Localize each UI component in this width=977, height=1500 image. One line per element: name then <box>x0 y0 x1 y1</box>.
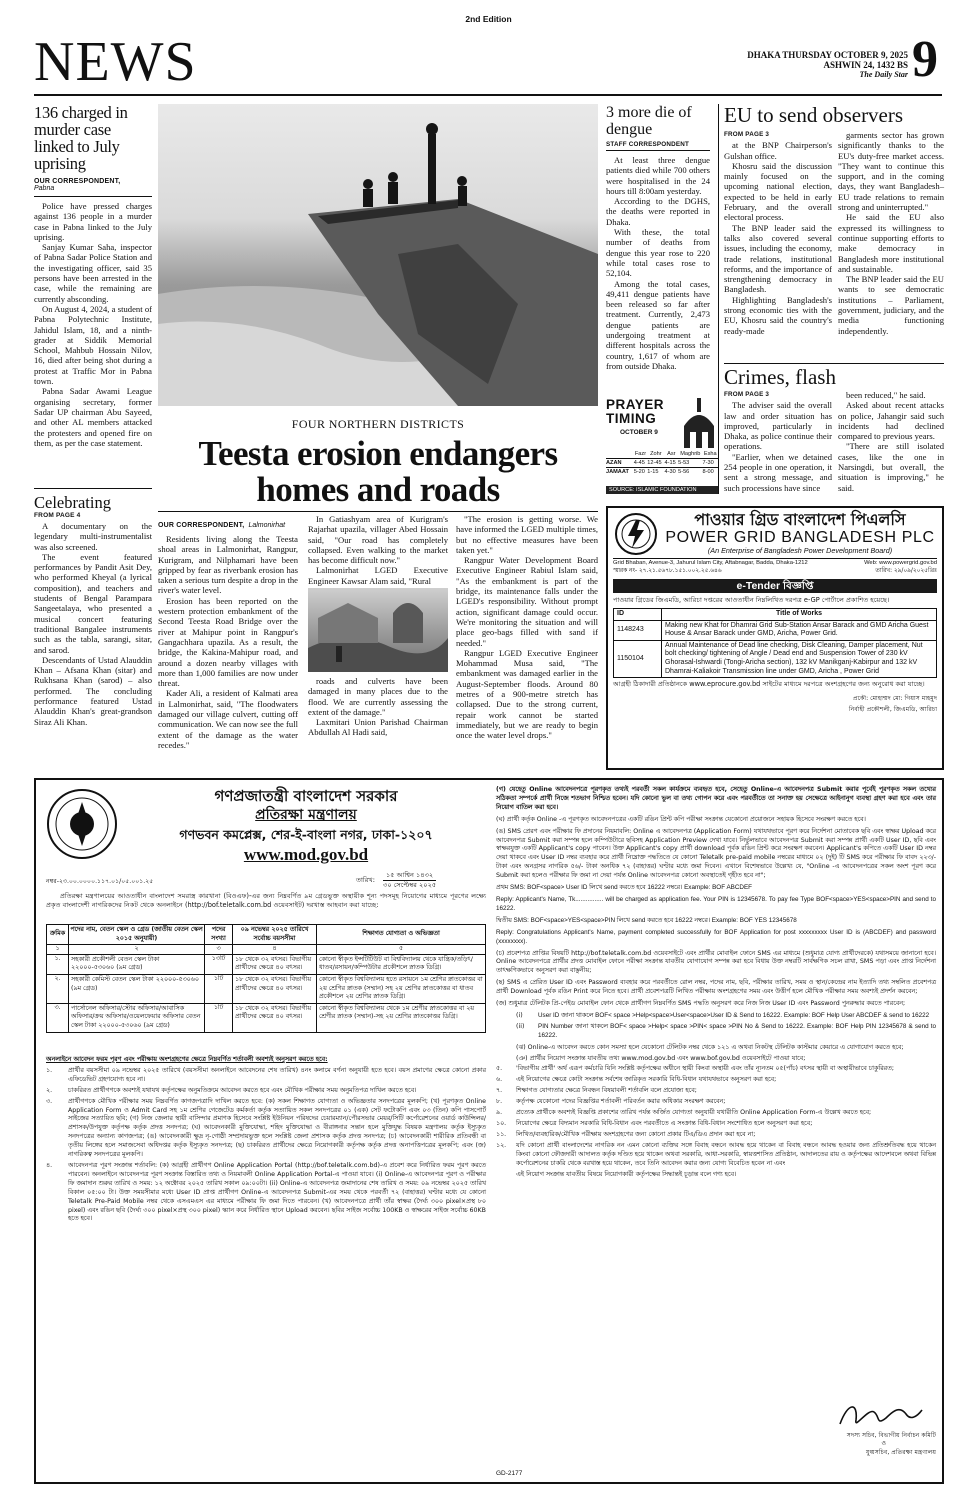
gov-right-para: Reply: Applicant's Name, Tk................ will be charged as application fee. Your PIN is 12345678. To pay fee Type BOF<space>YES<space>PIN and send to 16222. <box>496 895 936 912</box>
dengue-body <box>606 155 710 371</box>
gov-ad <box>34 778 944 1484</box>
tender-sign-1: প্রকৌ: মোহাম্মদ মো: গিয়াস মাহমুদ <box>852 695 937 703</box>
teesta-para: Lalmonirhat LGED Executive Engineer Kawsar Alam said, "Rural <box>308 565 448 586</box>
teesta-para: Kader Ali, a resident of Kalmati area in Lalmonirhat, said, "The floodwaters damaged our village culvert, cutting off communication. We can now see the full extent of the damage as the water recedes." <box>158 688 298 750</box>
murder-para: Police have pressed charges against 136 people in a murder case in Pabna linked to the July uprising. <box>34 201 152 242</box>
teesta-col2-top <box>308 514 448 586</box>
prayer-time: 5-20 <box>633 469 645 475</box>
edition-label: 2nd Edition <box>465 14 512 24</box>
tender-sign-2: নির্বাহী প্রকৌশলী, জিএমডি, আরিচা <box>848 706 937 714</box>
gov-item-text: (ঝ) Online-এ আবেদন করতে কোন সমস্যা হলে যেকোনো টেলিটক নম্বর থেকে ১২১ এ অথবা নিকটস্থ টেলিটক কাস্টমার কেয়ারে এ যোগাযোগ করতে হবে; <box>516 1043 904 1051</box>
tender-footer: আগ্রহী ঠিকাদারী প্রতিষ্ঠানকে www.eprocure.gov.bd সাইটের মাধ্যমে দরপত্রে অংশগ্রহণের জন্য অনুরোধ করা যাচ্ছে। <box>613 680 925 689</box>
prayer-time: 4-15 <box>664 460 676 466</box>
gov-cond-num: ৪. <box>46 1161 53 1169</box>
gov-row-count: ১টি <box>205 1003 233 1032</box>
murder-para: On August 4, 2024, a student of Pabna Polytechnic Institute, Jahidul Islam, 18, and a ninth-grader at Siddik Memorial School, Mahbub Hossain Nilov, 16, died after being shot during a protest at Traffic Mor in Pabna town. <box>34 303 152 387</box>
prayer-title-1: PRAYER <box>606 397 665 412</box>
tender-address: Grid Bhaban, Avenue-3, Jahurul Islam City, Aftabnagar, Badda, Dhaka-1212 <box>613 560 808 566</box>
teesta-para: In Gatiashyam area of Kurigram's Rajarhat upazila, villager Abed Hossain said, "Our road has completely collapsed. Even walking to the market has become difficult now." <box>308 514 448 566</box>
gov-right-para: (চ) প্রবেশপত্র প্রাপ্তির বিষয়টি http://bof.teletalk.com.bd ওয়েবসাইটে এবং প্রার্থীর মোবাইল ফোনে SMS এর মাধ্যমে (শুধুমাত্র যোগ্য প্রার্থীদেরকে) যথাসময়ে জানানো হবে। Online আবেদনপত্রে প্রার্থীর প্রদত্ত মোবাইল ফোনে পরীক্ষা সংক্রান্ত যাবতীয় যোগাযোগ সম্পন্ন করা হবে বিধায় উক্ত নম্বরটি সার্বক্ষণিক সচল রাখা, SMS পড়া এবং প্রাপ্ত নির্দেশনা তাৎক্ষণিকভাবে অনুসরণ করা বাঞ্ছনীয়; <box>496 949 936 975</box>
gov-th-num: ২ <box>69 945 205 955</box>
crimes-col1 <box>724 390 832 493</box>
crimes-para: "There are still isolated cases, like the one in Narsingdi, but overall, the situation is improving," he said. <box>838 441 944 493</box>
gov-signature <box>736 1432 936 1457</box>
gov-code: GD-2177 <box>496 1470 523 1477</box>
story-celebrating <box>34 494 152 727</box>
prayer-time: 5-53 <box>678 460 690 466</box>
gov-job-table <box>46 924 486 1033</box>
gov-row-qual: কোনো স্বীকৃত বিশ্ববিদ্যালয় হতে রসায়নে ১ম শ্রেণির স্নাতকোত্তর বা ২য় শ্রেণির স্নাতক (সম্মান) সহ ২য় শ্রেণির স্নাতকোত্তর বা ধাতব প্রকৌশলে ২য় শ্রেণির স্নাতক ডিগ্রি। <box>317 974 486 1003</box>
gov-row-qual: কোনো স্বীকৃত ইন্সটিটিউট বা বিশ্ববিদ্যালয় থেকে যান্ত্রিক/তড়িৎ/ধাতব/রসায়ন/কম্পিউটার প্রকৌশলে স্নাতক ডিগ্রি। <box>317 954 486 974</box>
gov-cond-text: প্রার্থীর বয়সসীমা ০৯ নভেম্বর ২০২৫ তারিখে (বয়সসীমা অনলাইনে আবেদনের শেষ তারিখ) ৪নং কলামে বর্ণনা অনুযায়ী হতে হবে। বয়স প্রমাণের ক্ষেত্রে কোনো প্রকার এফিডেভিট গ্রহণযোগ্য হবে না। <box>68 1066 486 1083</box>
gov-item-text: যদি কোনো প্রার্থী বাংলাদেশের নাগরিক নন এমন কোনো ব্যক্তির সঙ্গে বিবাহ বন্ধনে আবদ্ধ হয়ে থাকেন বা বিবাহ বন্ধনে আবদ্ধ হওয়ার জন্য প্রতিশ্রুতিবদ্ধ হয়ে থাকেন কিংবা কোনো ফৌজদারী আদালত কর্তৃক দণ্ডিত হয়ে থাকেন অথবা সরকারি, আধা-সরকারি, স্বায়ত্তশাসিত প্রতিষ্ঠান, আদালতের রায় ও কর্তৃপক্ষের আদেশবলে অথবা বিভিন্ন কর্পোরেশনের চাকরি থেকে বরখাস্ত হয়ে থাকেন, তবে তিনি আবেদন করার জন্য যোগ্য বিবেচিত হবেন না এবং <box>516 1141 936 1167</box>
tender-memo-date: তারিখ: ২৯/০৯/২০২৫খ্রিঃ <box>875 568 937 574</box>
teesta-headline: Teesta erosion endangers homes and roads <box>198 434 558 509</box>
celebrating-para: The event featured performances by Pandit Asit Dey, who performed Kheyal (a lyrical composition), and teachers and students of Bengal Parampara Sangeetalaya, who presented a musical concert featuring traditional Bangalee instruments such as the tabla, sarangi, sitar, and sarod. <box>34 551 152 655</box>
dengue-para: At least three dengue patients died while 700 others were hospitalised in the 24 hours till 8:00am yesterday. <box>606 155 710 196</box>
gov-item-text: এই নিয়োগের ক্ষেত্রে কোটা সংক্রান্ত সর্বশেষ জারিকৃত সরকারি বিধি-বিধান যথাযথভাবে অনুসরণ করা হবে; <box>516 1076 777 1084</box>
eu-para: He said the EU also expressed its willingness to continue supporting efforts to make democracy in Bangladesh more institutional and sustainable. <box>838 212 944 274</box>
teesta-para: Rangpur LGED Executive Engineer Mohammad Musa said, "The embankment was damaged earlier in the August-September floods. Around 80 metres of a 900-metre stretch has collapsed. Due to the strong current, repair work cannot be started immediately, but we are ready to begin once the water level drops." <box>456 647 598 741</box>
left-col-rule <box>34 488 152 489</box>
story-dengue <box>606 104 710 371</box>
mosque-icon <box>680 398 718 448</box>
gov-th: শিক্ষাগত যোগ্যতা ও অভিজ্ঞতা <box>317 925 486 945</box>
gov-cond-text: চাকরিরত প্রার্থীগণকে অবশ্যই যথাযথ কর্তৃপক্ষের অনুমতিক্রমে আবেদন করতে হবে এবং মৌখিক পরীক্ষার সময় অনুমতিপত্র দাখিল করতে হবে। <box>68 1086 417 1094</box>
celebrating-headline: Celebrating <box>34 493 111 512</box>
murder-headline: 136 charged in murder case linked to July uprising <box>34 103 128 173</box>
gov-row-post: সহকারী কেমিস্ট বেতন স্কেল টাকা ২২০০০-৫৩০৬০ (৯ম গ্রেড) <box>69 974 205 1003</box>
gov-conditions <box>46 1056 486 1224</box>
gov-cond-text: আবেদনপত্র পূরণ সংক্রান্ত শর্তাবলি: (ক) আগ্রহী প্রার্থীগণ Online Application Portal (http://bof.teletalk.com.bd)-এ প্রবেশ করে নির্ধারিত ফরম পূরণ করতে পারবেন। অনলাইনে আবেদনপত্র পূরণ সংক্রান্ত বিস্তারিত তথ্য ও নিয়মাবলী Online Application Portal-এ পাওয়া যাবে। (i) Online-এ আবেদনপত্র পূরণ ও পরীক্ষার ফি জমাদান শুরুর তারিখ ও সময়: ১২ অক্টোবর ২০২৫ তারিখ সকাল ০৯:০০টা। (ii) Online-এ আবেদনপত্র জমাদানের শেষ তারিখ ও সময়: ০৯ নভেম্বর ২০২৫ তারিখ বিকাল ০৫:০০ টা। উক্ত সময়সীমার মধ্যে User ID প্রাপ্ত প্রার্থীগণ Online-এ আবেদনপত্র Submit-এর সময় থেকে পরবর্তী ৭২ (বাহাত্তর) ঘণ্টার মধ্যে যে কোনো Teletalk Pre-Paid Mobile নম্বর থেকে এসএমএস এর মাধ্যমে পরীক্ষার ফি জমা দিতে পারবেন। (খ) আবেদনপত্রে প্রার্থী তাঁর স্বাক্ষর (দৈর্ঘ্য ৩০০ pixel×প্রস্থ ৮০ pixel) এবং রঙিন ছবি (দৈর্ঘ্য ৩০০ pixel×প্রস্থ ৩০০ pixel) স্ক্যান করে নির্ধারিত স্থানে Upload করবেন। ছবির সাইজ সর্বোচ্চ 100KB ও স্বাক্ষরের সাইজ সর্বোচ্চ 60KB হতে হবে। <box>68 1161 486 1223</box>
gov-item-text: এই নিয়োগ সংক্রান্ত যাবতীয় বিষয়ে নিয়োগকারী কর্তৃপক্ষের সিদ্ধান্তই চূড়ান্ত বলে গণ্য হবে। <box>516 1170 737 1178</box>
gov-row-post: পার্সোনেল অফিসার/স্টোর অফিসার/আবাসিক অফিসার/ক্রয় অফিসার/ওয়েলফেয়ার অফিসার বেতন স্কেল টাকা ২২০০০-৫৩০৬০ (৯ম গ্রেড) <box>69 1003 205 1032</box>
dengue-para: According to the DGHS, the deaths were reported in Dhaka. <box>606 196 710 227</box>
gov-seal-icon <box>46 788 118 860</box>
gov-item-text: (ঞ) প্রার্থীর নিয়োগ সংক্রান্ত যাবতীয় তথ্য www.mod.gov.bd এবং www.bof.gov.bd ওয়েবসাইটে পাওয়া যাবে; <box>516 1054 806 1062</box>
gov-item-text: প্রত্যেক প্রার্থীকে অবশ্যই বিজ্ঞপ্তি প্রকাশের তারিখ পর্যন্ত অর্জিত যোগ্যতা অনুযায়ী যথারীতি Online Application Form-এ উল্লেখ করতে হবে; <box>516 1109 872 1117</box>
prayer-source: SOURCE: ISLAMIC FOUNDATION <box>606 486 718 494</box>
gov-sign-2: ও <box>881 1440 886 1448</box>
gov-date-2: ৩০ সেপ্টেম্বর ২০২৫ <box>383 880 437 889</box>
tender-id: 1150104 <box>614 640 662 677</box>
gov-row-no: ২. <box>47 974 69 1003</box>
signature-icon <box>836 1398 926 1432</box>
gov-th: ০৯ নভেম্বর ২০২৫ তারিখে সর্বোচ্চ বয়সসীমা <box>233 925 317 945</box>
teesta-col1 <box>158 514 298 750</box>
crimes-para: Asked about recent attacks on police, Jahangir said such incidents had declined compared to previous years. <box>838 400 944 442</box>
murder-para: Sanjay Kumar Saha, inspector of Pabna Sadar Police Station and the investigating officer, said 35 persons have been arrested in the case, while the remaining are currently absconding. <box>34 242 152 304</box>
gov-right-para: Reply: Congratulations Applicant's Name, payment completed successfully for BOF Application for post xxxxxxxxx User ID is (ABCDEF) and password (xxxxxxxx). <box>496 928 936 945</box>
murder-rule <box>34 196 152 197</box>
eu-para: garments sector has grown significantly thanks to the EU's duty-free market access. "They want to continue this support, and in the coming days, they want Bangladesh–EU trade relations to remain strong and uninterrupted." <box>838 130 944 213</box>
gov-row-no: ৩. <box>47 1003 69 1032</box>
story-murder <box>34 104 152 448</box>
gov-right-para: (গ) যেহেতু Online আবেদনপত্রে পূরণকৃত তথ্যই পরবর্তী সকল কার্যক্রমে ব্যবহৃত হবে, সেহেতু Online-এ আবেদনপত্র Submit করার পূর্বেই পূরণকৃত সকল তথ্যের সঠিকতা সম্পর্কে প্রার্থী নিজে শতভাগ নিশ্চিত হবেন। যদি কোনো ভুল বা তথ্য গোপন করে এবং পরবর্তীতে তা সনাক্ত হয় সেক্ষেত্রে আইনানুগ ব্যবস্থা গ্রহণ করা হবে এবং তার নিয়োগ বাতিল করা হবে। <box>496 786 936 811</box>
tender-work: Making new Khat for Dhamrai Grid Sub-Station Ansar Barack and GMD Aricha Guest House & Ansar Barack under GMD, Aricha, Power Grid. <box>662 620 937 640</box>
paper-name: The Daily Star <box>859 70 908 79</box>
prayer-col: Zohr <box>650 451 662 457</box>
murder-body <box>34 201 152 448</box>
gov-item-num <box>496 1044 516 1053</box>
dengue-para: Among the total cases, 49,411 dengue patients have been released so far after treatment. Currently, 2,473 dengue patients are undergoing treatment at different hospitals across the country, 1,617 of whom are from outside Dhaka. <box>606 278 710 371</box>
gov-item-num <box>496 1055 516 1064</box>
tender-sub: (An Enterprise of Bangladesh Power Development Board) <box>707 546 893 555</box>
gov-recover-text: PIN Number জানা থাকলে BOF< space >Help< space >PIN< space >PIN No & Send to 16222. Example: BOF Help PIN 12345678 & send to 16222. <box>538 1022 936 1039</box>
gov-row-age: ১৮ থেকে ৩২ বৎসর। বিভাগীয় প্রার্থীদের ক্ষেত্রে ৪০ বৎসর। <box>233 954 317 974</box>
celebrating-from: FROM PAGE 4 <box>34 512 81 519</box>
gov-th-num: ৩ <box>205 945 233 955</box>
eu-para: The BNP leader said the talks also covered several issues, including the economy, trade relations, institutional reforms, and the importance of strengthening democracy in Bangladesh. <box>724 222 832 295</box>
photo-illustration <box>158 104 598 406</box>
gov-th-num: ৫ <box>317 945 486 955</box>
prayer-title-2: TIMING <box>606 411 657 426</box>
gov-item-text: শিক্ষাগত যোগ্যতার ক্ষেত্রে নিবন্ধন বিষয়াবলী শর্তাবলি বলে প্রযোজ্য হবে; <box>516 1087 697 1095</box>
village-illustration <box>308 588 448 672</box>
prayer-time: 8-00 <box>702 469 714 475</box>
eu-para: Highlighting Bangladesh's strong economic ties with the EU, Khosru said the country's ready-made <box>724 294 832 336</box>
tender-name-en: POWER GRID BANGLADESH PLC <box>665 529 935 546</box>
teesta-col2-bottom <box>308 676 448 738</box>
crimes-from: FROM PAGE 3 <box>724 391 770 398</box>
gov-memo: নম্বর-২৩.০০.০০০০.১১৭.০১/০৫.০০১.২৫ <box>46 878 154 885</box>
gov-recover-num: (ii) <box>516 1022 525 1030</box>
gov-th-num: ৪ <box>233 945 317 955</box>
dengue-para: With these, the total number of deaths from dengue this year rose to 220 while total cases rose to 52,104. <box>606 227 710 279</box>
gov-recover-num: (i) <box>516 1011 523 1019</box>
prayer-time: 5-56 <box>678 469 690 475</box>
gov-line-2: প্রতিরক্ষা মন্ত্রণালয় <box>255 807 357 823</box>
prayer-box <box>606 398 718 502</box>
gov-item-num: ৫. <box>496 1065 503 1073</box>
crimes-para: "Earlier, when we detained 254 people in one operation, it sent a strong message, and such processions have since <box>724 451 832 493</box>
eu-vrule <box>718 104 719 494</box>
gov-cond-title: অনলাইনে আবেদন ফরম পূরণ এবং পরীক্ষায় অংশগ্রহণের ক্ষেত্রে নিম্নবর্ণিত শর্তাবলী অবশ্যই অনুসরণ করতে হবে: <box>46 1056 328 1063</box>
dengue-rule <box>606 150 710 151</box>
tender-id: 1148243 <box>614 620 662 640</box>
tender-title: e-Tender বিজ্ঞপ্তি <box>613 579 937 593</box>
tender-table <box>613 608 937 678</box>
murder-para: Pabna Sadar Awami League organising secretary, former Sadar UP chairman Abu Sayeed, and other AL members attacked the protesters and opened fire on them, as per the case statement. <box>34 386 152 448</box>
teesta-col3 <box>456 514 598 741</box>
murder-dateline: Pabna <box>34 185 55 192</box>
gov-right-para: (ঙ) SMS প্রেরণ এবং পরীক্ষার ফি প্রদানের নিয়মাবলি: Online এ আবেদনপত্র (Application Form) যথাযথভাবে পূরণ করে নির্দেশনা মোতাবেক ছবি এবং স্বাক্ষর Upload করে আবেদনপত্র Submit করা সম্পন্ন হলে কম্পিউটারে ছবিসহ Application Preview দেখা যাবে। নির্ভুলভাবে আবেদনপত্র Submit করা সম্পন্ন প্রার্থী একটি User ID, ছবি এবং স্বাক্ষরযুক্ত একটি Applicant's copy পাবেন। উক্ত Applicant's copy প্রার্থী download পূর্বক রঙিন প্রিন্ট করে সংরক্ষণ করবেন। Applicant's কপিতে একটি User ID নম্বর দেয়া থাকবে এবং User ID নম্বর ব্যবহার করে প্রার্থী নিম্নোক্ত পদ্ধতিতে যে কোনো Teletalk pre-paid mobile নম্বরের মাধ্যমে ০২ (দুই) টি SMS করে পরীক্ষার ফি বাবদ ২২৩/- টাকা এবং অনগ্রসর নাগরিক ৫৬/- টাকা অনধিক ৭২ (বাহাত্তর) ঘণ্টার মধ্যে জমা দিবেন। এখানে বিশেষভাবে উল্লেখ্য যে, "Online -এ আবেদনপত্রের সকল অংশ পূরণ করে Submit করা হলেও পরীক্ষার ফি জমা না দেয়া পর্যন্ত Online আবেদনপত্র কোনো অবস্থাতেই গৃহীত হবে না"; <box>496 827 936 880</box>
gov-th: পদের নাম, বেতন স্কেল ও গ্রেড (জাতীয় বেতন স্কেল ২০১৫ অনুযায়ী) <box>69 925 205 945</box>
date-line: DHAKA THURSDAY OCTOBER 9, 2025 <box>747 50 908 60</box>
teesta-para: Rangpur Water Development Board Executive Engineer Rabiul Islam said, "As the embankment is part of the bridge, its maintenance falls under the LGED's responsibility. Without prompt action, significant damage could occur. We're monitoring the situation and will place geo-bags filled with sand if needed." <box>456 555 598 648</box>
celebrating-para: Descendants of Ustad Alauddin Khan – Afsana Khan (sitar) and Rukhsana Khan (sarod) – also performed. The concluding performance featured Ustad Alauddin Khan's great-grandson Siraz Ali Khan. <box>34 654 152 727</box>
prayer-table <box>606 450 718 476</box>
gov-item-num <box>496 1171 516 1180</box>
gov-item-num: ৯. <box>496 1109 503 1117</box>
page-number: 9 <box>912 31 938 88</box>
power-grid-logo-icon <box>614 512 658 556</box>
gov-row-count: ১৩টি <box>205 954 233 974</box>
prayer-date: OCTOBER 9 <box>620 429 658 436</box>
gov-item-num: ১১. <box>496 1130 507 1138</box>
tender-ad <box>606 506 944 770</box>
gov-item-num: ৮. <box>496 1098 503 1106</box>
prayer-time: 4-30 <box>664 469 676 475</box>
prayer-col: Fazr <box>634 451 647 457</box>
teesta-byline: OUR CORRESPONDENT, <box>158 522 245 529</box>
prayer-col: Asr <box>667 451 676 457</box>
eu-para: Khosru said the discussion mainly focused on the upcoming national election, expected to be held in early February, and the overall electoral process. <box>724 160 832 223</box>
gov-date-1: ১৫ আশ্বিন ১৪৩২ <box>383 871 436 881</box>
gov-item-num: ৭. <box>496 1087 503 1095</box>
dengue-byline: STAFF CORRESPONDENT <box>606 141 690 148</box>
gov-date-block <box>356 871 436 889</box>
gov-item-text: কর্তৃপক্ষ যেকোনো পদের বিজ্ঞপ্তির শর্তাবলী পরিবর্তন করার অধিকার সংরক্ষণ করবেন; <box>516 1098 726 1106</box>
gov-th-num: ১ <box>47 945 69 955</box>
murder-byline: OUR CORRESPONDENT, <box>34 178 121 185</box>
eu-col1 <box>724 130 832 336</box>
gov-recover-text: User ID জানা থাকলে BOF< space >Help<space>User<space>User ID & Send to 16222. Example: BOF Help User ABCDEF & send to 16222 <box>538 1011 930 1019</box>
masthead-date <box>700 50 908 80</box>
celebrating-para: A documentary on the legendary multi-instrumentalist was also screened. <box>34 521 152 552</box>
gov-row-age: ১৮ থেকে ৩২ বৎসর। বিভাগীয় প্রার্থীদের ক্ষেত্রে ৪০ বৎসর। <box>233 974 317 1003</box>
prayer-col: Maghrib <box>680 451 701 457</box>
tender-web: Web: www.powergrid.gov.bd <box>864 560 937 566</box>
prayer-row-label: JAMAAT <box>606 469 629 475</box>
eu-headline: EU to send observers <box>724 103 904 127</box>
gov-th: ক্রমিক <box>47 925 69 945</box>
dengue-headline: 3 more die of dengue <box>606 104 692 138</box>
crimes-rule <box>724 363 944 364</box>
gov-row-age: ১৮ থেকে ৩২ বৎসর। বিভাগীয় প্রার্থীদের ক্ষেত্রে ৪০ বৎসর। <box>233 1003 317 1032</box>
teesta-rule <box>158 511 598 512</box>
gov-right-para: (ছ) SMS এ প্রেরিত User ID এবং Password ব্যবহার করে পরবর্তীতে রোল নম্বর, পদের নাম, ছবি, পরীক্ষার তারিখ, সময় ও স্থান/কেন্দ্রের নাম ইত্যাদি তথ্য সম্বলিত প্রবেশপত্র প্রার্থী Download পূর্বক রঙিন Print করে নিতে হবে। প্রার্থী প্রবেশপত্রটি লিখিত পরীক্ষায় অংশগ্রহণের সময় এবং উত্তীর্ণ হলে মৌখিক পরীক্ষার সময় অবশ্যই প্রদর্শন করবেন; <box>496 979 936 996</box>
gov-item-num: ৬. <box>496 1076 503 1084</box>
crimes-para: been reduced," he said. <box>846 390 926 400</box>
teesta-para: Residents living along the Teesta shoal areas in Lalmonirhat, Rangpur, Kurigram, and Nilphamari have been gripped by fear as riverbank erosion has taken a serious turn despite a drop in the river's water level. <box>158 534 298 596</box>
gov-sign-3: যুগ্মসচিব, প্রতিরক্ষা মন্ত্রণালয় <box>865 1448 936 1456</box>
prayer-time: 4-45 <box>633 460 645 466</box>
teesta-dateline: Lalmonirhat <box>248 522 286 529</box>
eu-col2 <box>838 130 944 336</box>
gov-item-num: ১০. <box>496 1120 507 1127</box>
tender-name-bn: পাওয়ার গ্রিড বাংলাদেশ পিএলসি <box>694 510 906 529</box>
teesta-para: Laxmitari Union Parishad Chairman Abdullah Al Hadi said, <box>308 717 448 738</box>
gov-right-para: (ঘ) প্রার্থী কর্তৃক Online -এ পূরণকৃত আবেদনপত্রের একটি রঙিন প্রিন্ট কপি পরীক্ষা সংক্রান্ত যেকোনো প্রয়োজনে সহায়ক হিসেবে সংরক্ষণ করতে হবে। <box>496 815 866 823</box>
gov-intro: প্রতিরক্ষা মন্ত্রণালয়ের আওতাধীন বাংলাদেশ সমরাস্ত্র কারখানা (বিওএফ)-এর জন্য নিম্নবর্ণিত ৯ম গ্রেডভুক্ত অস্থায়ীক শূন্য পদসমূহ নিয়োগের মাধ্যমে পূরণের লক্ষ্যে প্রকৃত বাংলাদেশী নাগরিকদের নিকট থেকে অনলাইনে (http://bof.teletalk.com.bd ওয়েবসাইট) দরখাস্ত আহবান করা যাচ্ছে: <box>46 892 486 910</box>
teesta-para: Erosion has been reported on the western protection embankment of the Second Teesta Road Bridge over the river at Mahipur point in Rangpur's Gangachhara upazila. As a result, the bridge, the Kakina-Mahipur road, and around a dozen nearby villages with more than 1,000 families are now under threat. <box>158 595 298 689</box>
eu-para: The BNP leader said the EU wants to see democratic institutions – Parliament, government, judiciary, and the media functioning independently. <box>838 274 944 336</box>
gov-line-3: গণভবন কমপ্লেক্স, শের-ই-বাংলা নগর, ঢাকা-১২০৭ <box>179 827 433 842</box>
eu-from: FROM PAGE 3 <box>724 131 770 138</box>
prayer-time: 1-15 <box>647 469 659 475</box>
gov-row-no: ১. <box>47 954 69 974</box>
gov-right-para: দ্বিতীয় SMS: BOF<space>YES<space>PIN লিখে send করতে হবে 16222 নম্বরে। Example: BOF YES 12345678 <box>496 916 797 924</box>
tender-th-id: ID <box>614 609 662 621</box>
gov-item-text: নিয়োগের ক্ষেত্রে বিদ্যমান সরকারি বিধি-বিধান এবং পরবর্তীতে এ সংক্রান্ত বিধি-বিধান সংশোধিত হলে অনুসরণ করা হবে; <box>516 1120 813 1127</box>
eu-para: at the BNP Chairperson's Gulshan office. <box>724 140 832 161</box>
gov-row-qual: কোনো স্বীকৃত বিশ্ববিদ্যালয় থেকে ১ম শ্রেণীর স্নাতকোত্তর বা ২য় শ্রেণীর স্নাতক (সম্মান)-সহ ২য় শ্রেণির স্নাতকোত্তর ডিগ্রি। <box>317 1003 486 1032</box>
prayer-col: Esha <box>703 451 717 457</box>
gov-url: www.mod.gov.bd <box>243 845 369 864</box>
teesta-para: "The erosion is getting worse. We have informed the LGED multiple times, but no effective measures have been taken yet." <box>456 514 598 555</box>
teesta-kicker: FOUR NORTHERN DISTRICTS <box>291 417 465 431</box>
section-title: NEWS <box>34 31 197 93</box>
gov-cond-num: ৩. <box>46 1097 53 1105</box>
prayer-time: 7-30 <box>702 460 714 466</box>
gov-row-count: ১টি <box>205 974 233 1003</box>
tender-memo: স্মারক নং- ২৭.২১.৫৬৭৮.১৫১.০০২.২৫.৬৪৬ <box>613 568 722 574</box>
gov-cond-num: ১. <box>46 1066 53 1074</box>
gov-th: পদের সংখ্যা <box>205 925 233 945</box>
date-bn-line: ASHWIN 24, 1432 BS <box>823 60 908 70</box>
crimes-headline: Crimes, flash <box>724 365 836 389</box>
gov-right-para: প্রথম SMS: BOF<space> User ID লিখে send করতে হবে 16222 নম্বরে। Example: BOF ABCDEF <box>496 884 752 892</box>
prayer-time: 12-45 <box>647 460 662 466</box>
gov-item-text: লিখিত/ব্যবহারিক/মৌখিক পরীক্ষায় অংশগ্রহণের জন্য কোনো প্রকার টিএ/ডিএ প্রদান করা হবে না; <box>516 1130 756 1138</box>
teesta-para: roads and culverts have been damaged in many places due to the flood. We are currently assessing the extent of the damage." <box>308 676 448 717</box>
gov-item-num: ১২. <box>496 1141 507 1149</box>
gov-cond-num: ২. <box>46 1086 53 1094</box>
gov-cond-text: প্রার্থীগণকে মৌখিক পরীক্ষার সময় নিম্নবর্ণিত কাগজপত্রাদি দাখিল করতে হবে: (ক) সকল শিক্ষাগত যোগ্যতা ও অভিজ্ঞতার সনদপত্রের মূলকপি; (খ) পূরণকৃত Online Application Form ও Admit Card সহ ১ম শ্রেণির গেজেটেড কর্মকর্তা কর্তৃক সত্যায়িত সকল সনদপত্রের ০১ (এক) সেট ফটোকপি এবং ০৩ (তিন) কপি পাসপোর্ট সাইজের সত্যায়িত ছবি; (গ) নিজ জেলার স্থায়ী বাসিন্দার প্রমাণক হিসেবে সংশ্লিষ্ট ইউনিয়ন পরিষদের চেয়ারম্যান/পৌরসভার মেয়র/সিটি কর্পোরেশনের ওয়ার্ড কাউন্সিলর/প্রশাসক/উপযুক্ত কর্তৃপক্ষ কর্তৃক প্রদত্ত সনদপত্র; (ঘ) আবেদনকারী মুক্তিযোদ্ধা, শহিদ মুক্তিযোদ্ধা ও বীরাঙ্গনার সন্তান হলে মুক্তিযুদ্ধ বিষয়ক মন্ত্রণালয় কর্তৃক ইস্যুকৃত সনদপত্রের অন্যান্য কাগজপত্র; (ঙ) আবেদনকারী ক্ষুদ্র নৃ-গোষ্ঠী সম্প্রদায়ভুক্ত হলে সংশ্লিষ্ট জেলা প্রশাসক কর্তৃক প্রদত্ত সনদপত্র; (চ) আবেদনকারী শারীরিক প্রতিবন্ধী বা তৃতীয় লিঙ্গের হলে সমাজসেবা অধিদপ্তর কর্তৃক ইস্যুকৃত সনদপত্র; (ছ) চাকরিরত প্রার্থীদের ক্ষেত্রে নিয়োগকারী কর্তৃপক্ষ কর্তৃক প্রদত্ত অনাপত্তিপত্রের মূলকপি; এবং (জ) নাগরিকত্ব সনদপত্রের মূলকপি। <box>68 1097 486 1159</box>
gov-right-para: (জ) শুধুমাত্র টেলিটক প্রি-পেইড মোবাইল ফোন থেকে প্রার্থীগণ নিম্নবর্ণিত SMS পদ্ধতি অনুসরণ করে নিজ নিজ User ID এবং Password পুনরুদ্ধার করতে পারবেন; <box>496 1000 906 1008</box>
teesta-erosion-photo <box>158 104 598 406</box>
tender-intro: পাওয়ার গ্রিডের জিএমডি, আরিচা দপ্তরের আওতাধীন নিম্নলিখিত দরপত্র e-GP পোর্টালে প্রকাশিত হয়েছে। <box>613 596 890 604</box>
crimes-para: The adviser said the overall law and order situation has improved, particularly in Dhaka, as police continue their operations. <box>724 400 832 452</box>
gov-date-label: তারিখ: <box>356 876 375 885</box>
masthead-rule <box>34 94 942 96</box>
gov-row-post: সহকারী প্রকৌশলী বেতন স্কেল টাকা ২২০০০-৫৩০৬০ (৯ম গ্রেড) <box>69 954 205 974</box>
tender-th-title: Title of Works <box>662 609 937 621</box>
gov-right-col <box>496 786 936 1181</box>
gov-item-text: 'বিভাগীয় প্রার্থী' অর্থ এরূপ কর্মচারি যিনি সংশ্লিষ্ট কর্তৃপক্ষের অধীনে স্থায়ী কিংবা অস্থায়ী এবং তাঁর ন্যূনতম ০৫(পাঁচ) বৎসর স্থায়ী বা অস্থায়ীভাবে চাকুরিরত; <box>516 1065 894 1073</box>
gov-sign-1: সদস্য সচিব, বিভাগীয় নির্বাচন কমিটি <box>846 1432 936 1439</box>
gov-line-1: গণপ্রজাতন্ত্রী বাংলাদেশ সরকার <box>214 787 398 805</box>
celebrating-body <box>34 521 152 727</box>
tender-work: Annual Maintenance of Dead line checking, Disk Cleaning, Damper placement, Nut bolt checking/ tightening of Angle / Dead end and Suspension Tower of 230 kV Ghorasal-Ishwardi (Tongi-Aricha section), 132 kV Manikganj-Kabirpur and 132 kV Dhamrai-Kaliakoir Transmission line under GMD, Aricha , Power Grid <box>662 640 937 677</box>
prayer-row-label: AZAN <box>606 460 622 466</box>
crimes-col2 <box>838 390 944 493</box>
village-photo <box>308 588 448 672</box>
